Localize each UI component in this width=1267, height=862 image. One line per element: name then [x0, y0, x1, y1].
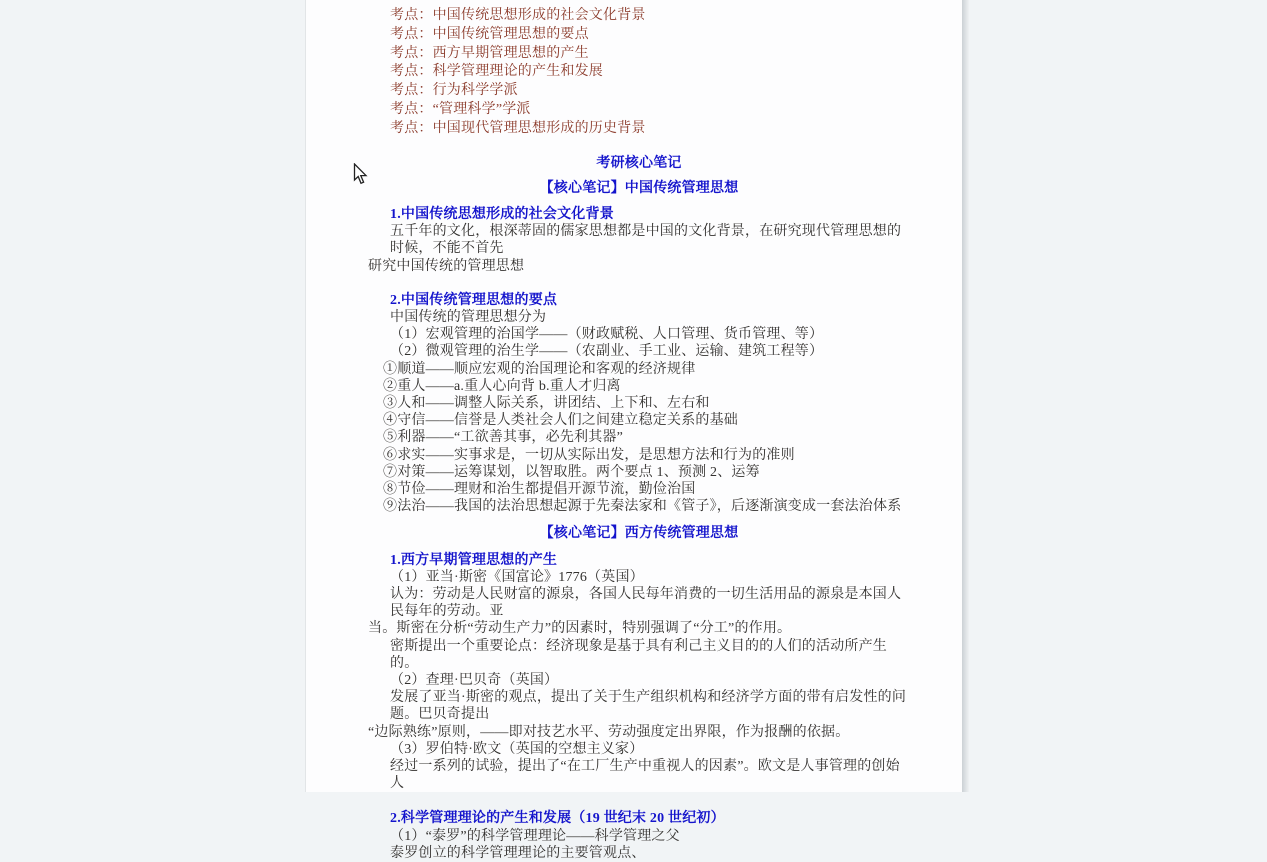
- exam-point-line: 考点：行为科学学派: [390, 83, 518, 99]
- doc-line: ⑦对策——运筹谋划，以智取胜。两个要点 1、预测 2、运筹: [383, 464, 760, 480]
- doc-line: ③人和——调整人际关系，讲团结、上下和、左右和: [383, 396, 710, 412]
- doc-line: “边际熟练”原则，——即对技艺水平、劳动强度定出界限，作为报酬的依据。: [368, 724, 850, 740]
- doc-line: 经过一系列的试验，提出了“在工厂生产中重视人的因素”。欧文是人事管理的创始人: [390, 759, 900, 792]
- doc-line: 研究中国传统的管理思想: [368, 258, 525, 274]
- heading-west-early: 1.西方早期管理思想的产生: [390, 552, 558, 568]
- doc-line: 当。斯密在分析“劳动生产力”的因素时，特别强调了“分工”的作用。: [368, 621, 792, 637]
- heading-cn-background: 1.中国传统思想形成的社会文化背景: [390, 206, 614, 222]
- exam-point-line: 考点：科学管理理论的产生和发展: [390, 64, 603, 80]
- exam-point-line: 考点：中国传统思想形成的社会文化背景: [390, 8, 646, 23]
- exam-point-line: 考点：中国现代管理思想形成的历史背景: [390, 120, 646, 136]
- heading-cn-points: 2.中国传统管理思想的要点: [390, 292, 558, 308]
- doc-line: 发展了亚当·斯密的观点，提出了关于生产组织机构和经济学方面的带有启发性的问题。巴贝奇提出: [390, 690, 907, 723]
- doc-line: （1）宏观管理的治国学——（财政赋税、人口管理、货币管理、等）: [390, 327, 824, 343]
- exam-point-line: 考点：“管理科学”学派: [390, 101, 531, 117]
- doc-line: 密斯提出一个重要论点：经济现象是基于具有利己主义目的的人们的活动所产生的。: [390, 638, 887, 671]
- doc-line: 认为：劳动是人民财富的源泉，各国人民每年消费的一切生活用品的源泉是本国人民每年的劳动。亚: [390, 587, 902, 620]
- doc-line: （2）查理·巴贝奇（英国）: [390, 673, 559, 689]
- page-edge-shadow: [962, 0, 969, 792]
- exam-point-line: 考点：西方早期管理思想的产生: [390, 45, 589, 61]
- mouse-cursor-icon: [353, 163, 368, 185]
- doc-line: （1）亚当·斯密《国富论》1776（英国）: [390, 569, 644, 585]
- document-content: [305, 0, 962, 862]
- doc-line: ⑨法治——我国的法治思想起源于先秦法家和《管子》，后逐渐演变成一套法治体系: [383, 499, 902, 515]
- core-notes-title: 考研核心笔记: [596, 155, 682, 171]
- exam-point-line: 考点：中国传统管理思想的要点: [390, 26, 589, 42]
- doc-line: ①顺道——顺应宏观的治国理论和客观的经济规律: [383, 361, 696, 377]
- doc-line: （3）罗伯特·欧文（英国的空想主义家）: [390, 741, 644, 757]
- doc-line: 五千年的文化，根深蒂固的儒家思想都是中国的文化背景，在研究现代管理思想的时候，不能不首先: [390, 224, 902, 257]
- doc-line: ⑥求实——实事求是，一切从实际出发，是思想方法和行为的准则: [383, 447, 795, 463]
- section-title-west: 【核心笔记】西方传统管理思想: [539, 526, 739, 542]
- heading-west-scientific: 2.科学管理理论的产生和发展（19 世纪末 20 世纪初）: [390, 811, 725, 827]
- section-title-cn: 【核心笔记】中国传统管理思想: [539, 180, 739, 196]
- doc-line: 中国传统的管理思想分为: [390, 310, 547, 325]
- doc-line: ④守信——信誉是人类社会人们之间建立稳定关系的基础: [383, 413, 738, 429]
- doc-line: 泰罗创立的科学管理理论的主要管观点、: [390, 845, 646, 861]
- doc-line: （1）“泰罗”的科学管理理论——科学管理之父: [390, 828, 680, 844]
- doc-line: ②重人——a.重人心向背 b.重人才归离: [383, 378, 621, 394]
- doc-line: （2）微观管理的治生学——（农副业、手工业、运输、建筑工程等）: [390, 344, 824, 360]
- doc-line: ⑧节俭——理财和治生都提倡开源节流，勤俭治国: [383, 482, 696, 498]
- doc-line: ⑤利器——“工欲善其事，必先利其器”: [383, 430, 624, 446]
